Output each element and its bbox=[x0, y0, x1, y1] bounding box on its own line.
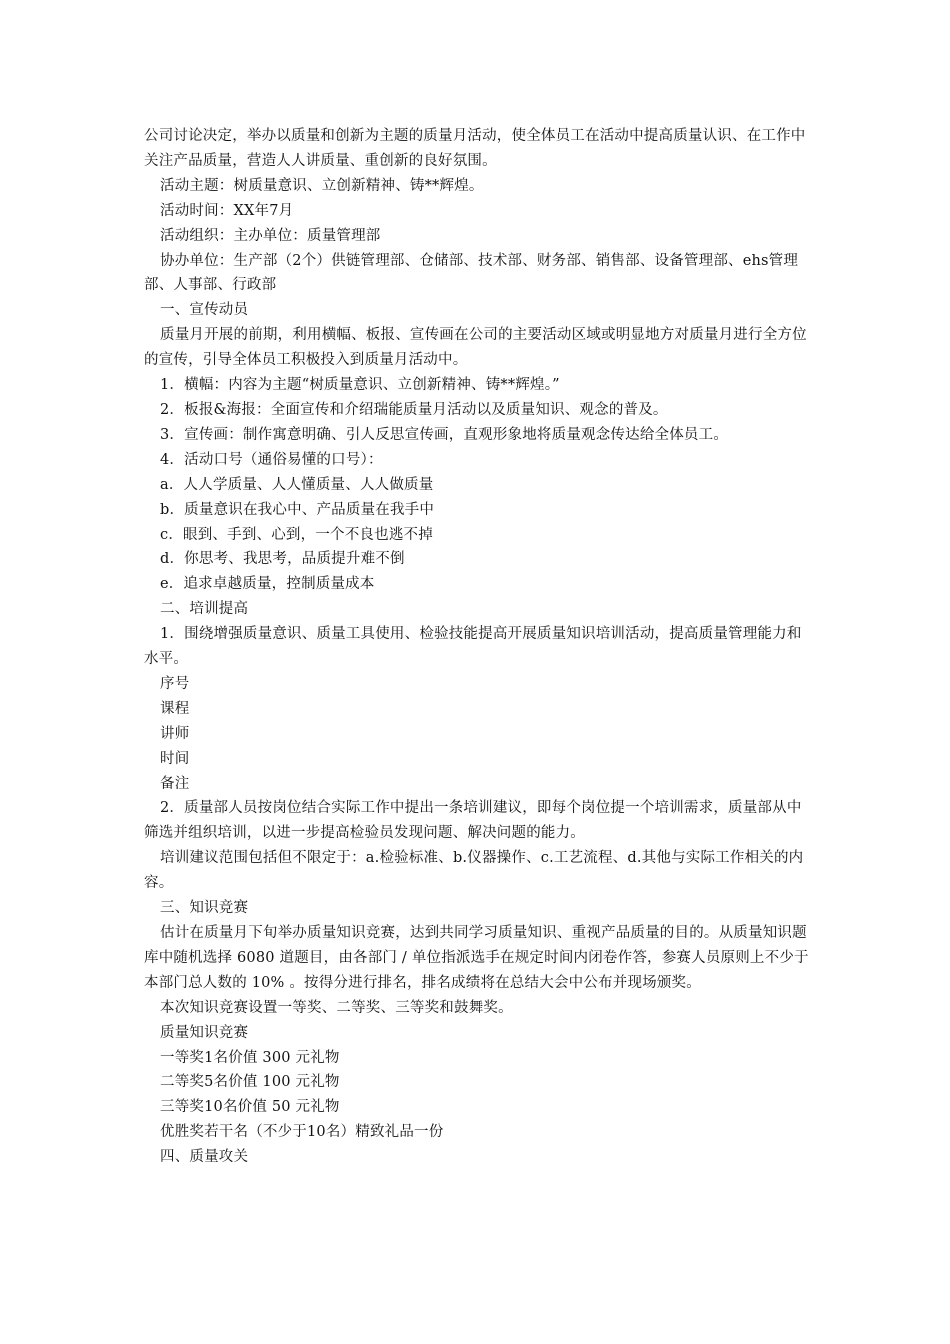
paragraph: 协办单位：生产部（2个）供链管理部、仓储部、技术部、财务部、销售部、设备管理部、ehs管理部、人事部、行政部 bbox=[144, 252, 799, 294]
paragraph: 公司讨论决定，举办以质量和创新为主题的质量月活动，使全体员工在活动中提高质量认识、在工作中关注产品质量，营造人人讲质量、重创新的良好氛围。 bbox=[144, 128, 806, 169]
list-item: 2．质量部人员按岗位结合实际工作中提出一条培训建议，即每个岗位提一个培训需求，质量部从中筛选并组织培训，以进一步提高检验员发现问题、解决问题的能力。 bbox=[144, 800, 802, 842]
prize-item: 三等奖10名价值 50 元礼物 bbox=[160, 1099, 340, 1116]
paragraph: 活动主题：树质量意识、立创新精神、铸**辉煌。 bbox=[160, 177, 484, 194]
slogan-item: c．眼到、手到、心到，一个不良也逃不掉 bbox=[160, 526, 433, 543]
prize-item: 优胜奖若干名（不少于10名）精致礼品一份 bbox=[160, 1124, 444, 1141]
list-item: 2．板报&海报：全面宣传和介绍瑞能质量月活动以及质量知识、观念的普及。 bbox=[160, 401, 668, 418]
paragraph: 质量知识竞赛 bbox=[160, 1024, 249, 1041]
table-header-cell: 讲师 bbox=[160, 725, 190, 742]
table-header-cell: 课程 bbox=[160, 700, 190, 717]
document-body bbox=[144, 124, 814, 1170]
table-header-cell: 备注 bbox=[160, 775, 190, 792]
paragraph: 本次知识竞赛设置一等奖、二等奖、三等奖和鼓舞奖。 bbox=[160, 999, 513, 1016]
list-item: 1．围绕增强质量意识、质量工具使用、检验技能提高开展质量知识培训活动，提高质量管理能力和水平。 bbox=[144, 626, 802, 668]
table-header-cell: 序号 bbox=[160, 675, 190, 692]
slogan-item: d．你思考、我思考，品质提升难不倒 bbox=[160, 551, 405, 568]
list-item: 4．活动口号（通俗易懂的口号）： bbox=[160, 451, 383, 468]
prize-item: 一等奖1名价值 300 元礼物 bbox=[160, 1049, 340, 1066]
slogan-item: b．质量意识在我心中、产品质量在我手中 bbox=[160, 501, 435, 518]
paragraph: 培训建议范围包括但不限定于：a.检验标准、b.仪器操作、c.工艺流程、d.其他与实际工作相关的内容。 bbox=[144, 850, 804, 892]
table-header-cell: 时间 bbox=[160, 750, 190, 767]
section-heading: 一、宣传动员 bbox=[160, 302, 249, 319]
paragraph: 活动组织：主办单位：质量管理部 bbox=[160, 227, 381, 244]
section-heading: 二、培训提高 bbox=[160, 601, 249, 618]
slogan-item: e．追求卓越质量，控制质量成本 bbox=[160, 576, 375, 593]
section-heading: 四、质量攻关 bbox=[160, 1149, 249, 1166]
paragraph: 活动时间：XX年7月 bbox=[160, 202, 294, 219]
paragraph: 估计在质量月下旬举办质量知识竞赛，达到共同学习质量知识、重视产品质量的目的。从质量知识题库中随机选择 6080 道题目，由各部门 / 单位指派选手在规定时间内闭卷作答，参赛人员原则上不少于本部门总人数的 10% 。按得分进行排名，排名成绩将在总结大会中公布并现场颁奖。 bbox=[144, 925, 809, 991]
paragraph: 质量月开展的前期，利用横幅、板报、宣传画在公司的主要活动区域或明显地方对质量月进行全方位的宣传，引导全体员工积极投入到质量月活动中。 bbox=[144, 327, 807, 369]
list-item: 3．宣传画：制作寓意明确、引人反思宣传画，直观形象地将质量观念传达给全体员工。 bbox=[160, 426, 729, 443]
list-item: 1．横幅：内容为主题“树质量意识、立创新精神、铸**辉煌。” bbox=[160, 377, 560, 394]
prize-item: 二等奖5名价值 100 元礼物 bbox=[160, 1074, 340, 1091]
slogan-item: a．人人学质量、人人懂质量、人人做质量 bbox=[160, 476, 434, 493]
section-heading: 三、知识竞赛 bbox=[160, 900, 249, 917]
